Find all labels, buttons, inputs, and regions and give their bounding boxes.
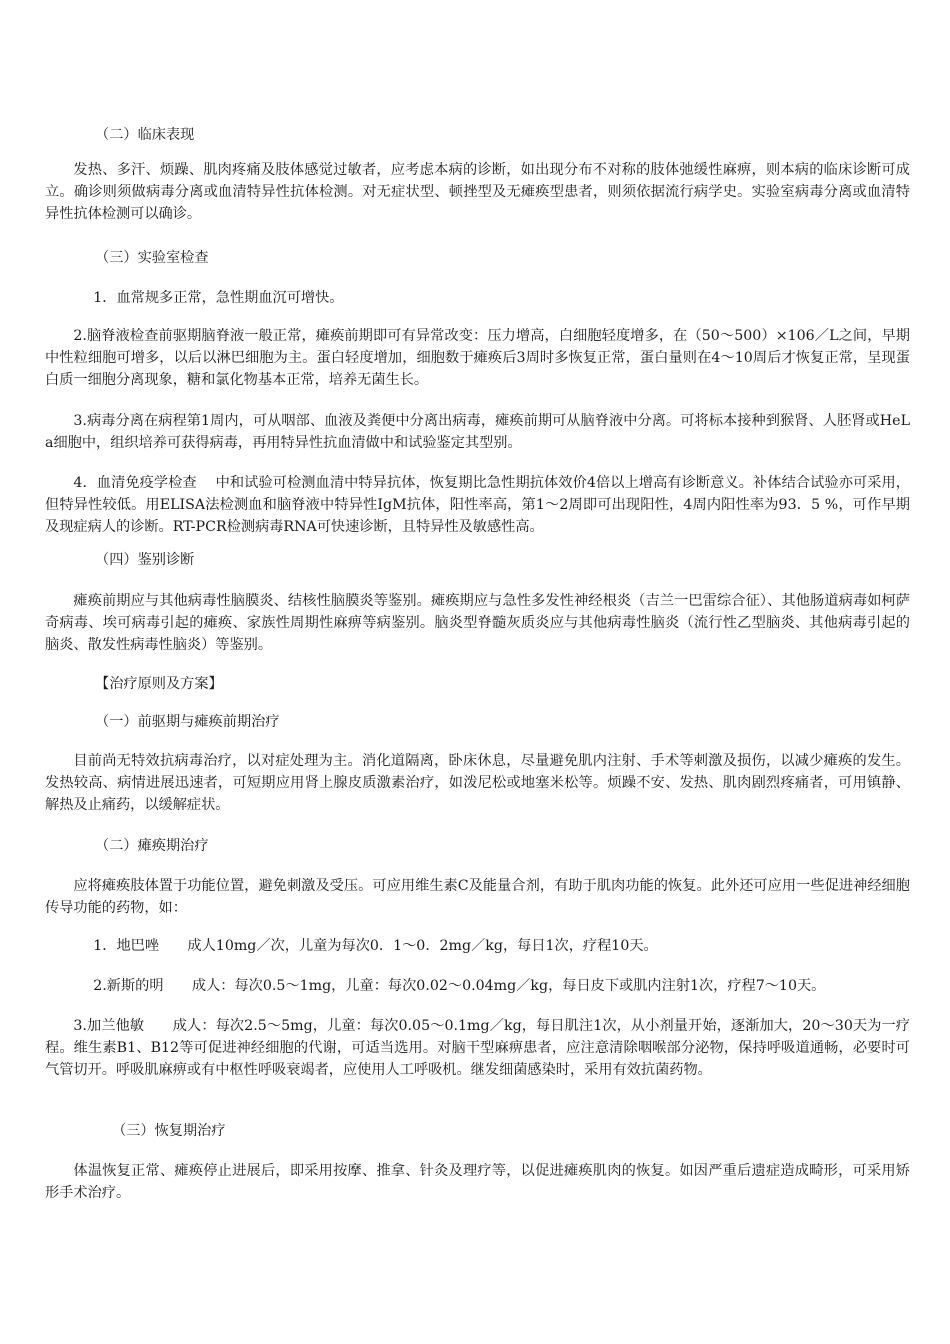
paragraph-lab-serology: 4．血清免疫学检查 中和试验可检测血清中特异抗体，恢复期比急性期抗体效价4倍以上增高有诊断意义。补体结合试验亦可采用，但特异性较低。用ELISA法检测血和脑脊液中特异性IgM抗体，阳性率高，第1～2周即可出现阳性，4周内阳性率为93．5 %，可作早期及现症病人的诊断。RT-PCR检测病毒RNA可快速诊断，且特异性及敏感性高。 bbox=[45, 475, 910, 535]
heading-treatment-paralytic: （二）瘫痪期治疗 bbox=[95, 838, 209, 854]
heading-clinical-manifestations: （二）临床表现 bbox=[95, 127, 195, 143]
paragraph-lab-csf: 2.脑脊液检查前驱期脑脊液一般正常，瘫痪前期即可有异常改变：压力增高，白细胞轻度增多，在（50～500）×106／L之间，早期中性粒细胞可增多，以后以淋巴细胞为主。蛋白轻度增加，细胞数于瘫痪后3周时多恢复正常，蛋白量则在4～10周后才恢复正常，呈现蛋白质一细胞分离现象，糖和氯化物基本正常，培养无菌生长。 bbox=[45, 328, 910, 388]
paragraph-drug-neostigmine: 2.新斯的明 成人：每次0.5～1mg，儿童：每次0.02～0.04mg／kg，每日皮下或肌内注射1次，疗程7～10天。 bbox=[93, 978, 826, 994]
heading-treatment-recovery: （三）恢复期治疗 bbox=[112, 1123, 226, 1139]
heading-differential-diagnosis: （四）鉴别诊断 bbox=[95, 552, 195, 568]
paragraph-treatment-paralytic: 应将瘫痪肢体置于功能位置，避免刺激及受压。可应用维生素C及能量合剂，有助于肌肉功能的恢复。此外还可应用一些促进神经细胞传导功能的药物，如： bbox=[45, 878, 910, 916]
heading-treatment-principles: 【治疗原则及方案】 bbox=[95, 676, 223, 692]
paragraph-drug-dibazol: 1．地巴唑 成人10mg／次，儿童为每次0．1～0．2mg／kg，每日1次，疗程10天。 bbox=[93, 938, 658, 954]
paragraph-treatment-prodromal: 目前尚无特效抗病毒治疗，以对症处理为主。消化道隔离，卧床休息，尽量避免肌内注射、手术等刺激及损伤，以减少瘫痪的发生。发热较高、病情进展迅速者，可短期应用肾上腺皮质激素治疗，如泼尼松或地塞米松等。烦躁不安、发热、肌肉剧烈疼痛者，可用镇静、解热及止痛药，以缓解症状。 bbox=[45, 753, 910, 813]
paragraph-treatment-recovery: 体温恢复正常、瘫痪停止进展后，即采用按摩、推拿、针灸及理疗等，以促进瘫痪肌肉的恢复。如因严重后遗症造成畸形，可采用矫形手术治疗。 bbox=[45, 1163, 910, 1201]
paragraph-differential-diagnosis: 瘫痪前期应与其他病毒性脑膜炎、结核性脑膜炎等鉴别。瘫痪期应与急性多发性神经根炎（吉兰一巴雷综合征）、其他肠道病毒如柯萨奇病毒、埃可病毒引起的瘫痪、家族性周期性麻痹等病鉴别。脑炎型脊髓灰质炎应与其他病毒性脑炎（流行性乙型脑炎、其他病毒引起的脑炎、散发性病毒性脑炎）等鉴别。 bbox=[45, 593, 910, 653]
heading-treatment-prodromal: （一）前驱期与瘫痪前期治疗 bbox=[95, 714, 280, 730]
paragraph-drug-galantamine: 3.加兰他敏 成人：每次2.5～5mg，儿童：每次0.05～0.1mg／kg，每日肌注1次，从小剂量开始，逐渐加大，20～30天为一疗程。维生素B1、B12等可促进神经细胞的代谢，可适当选用。对脑干型麻痹患者，应注意清除咽喉部分泌物，保持呼吸道通畅，必要时可气管切开。呼吸肌麻痹或有中枢性呼吸衰竭者，应使用人工呼吸机。继发细菌感染时，采用有效抗菌药物。 bbox=[45, 1018, 910, 1078]
heading-lab-tests: （三）实验室检查 bbox=[95, 250, 209, 266]
paragraph-lab-blood-routine: 1．血常规多正常，急性期血沉可增快。 bbox=[93, 290, 344, 306]
paragraph-clinical-manifestations: 发热、多汗、烦躁、肌肉疼痛及肢体感觉过敏者，应考虑本病的诊断，如出现分布不对称的肢体弛缓性麻痹，则本病的临床诊断可成立。确诊则须做病毒分离或血清特异性抗体检测。对无症状型、顿挫型及无瘫痪型患者，则须依据流行病学史。实验室病毒分离或血清特异性抗体检测可以确诊。 bbox=[45, 162, 910, 222]
paragraph-lab-virus-isolation: 3.病毒分离在病程第1周内，可从咽部、血液及粪便中分离出病毒，瘫痪前期可从脑脊液中分离。可将标本接种到猴肾、人胚肾或HeLa细胞中，组织培养可获得病毒，再用特异性抗血清做中和试验鉴定其型别。 bbox=[45, 413, 910, 451]
